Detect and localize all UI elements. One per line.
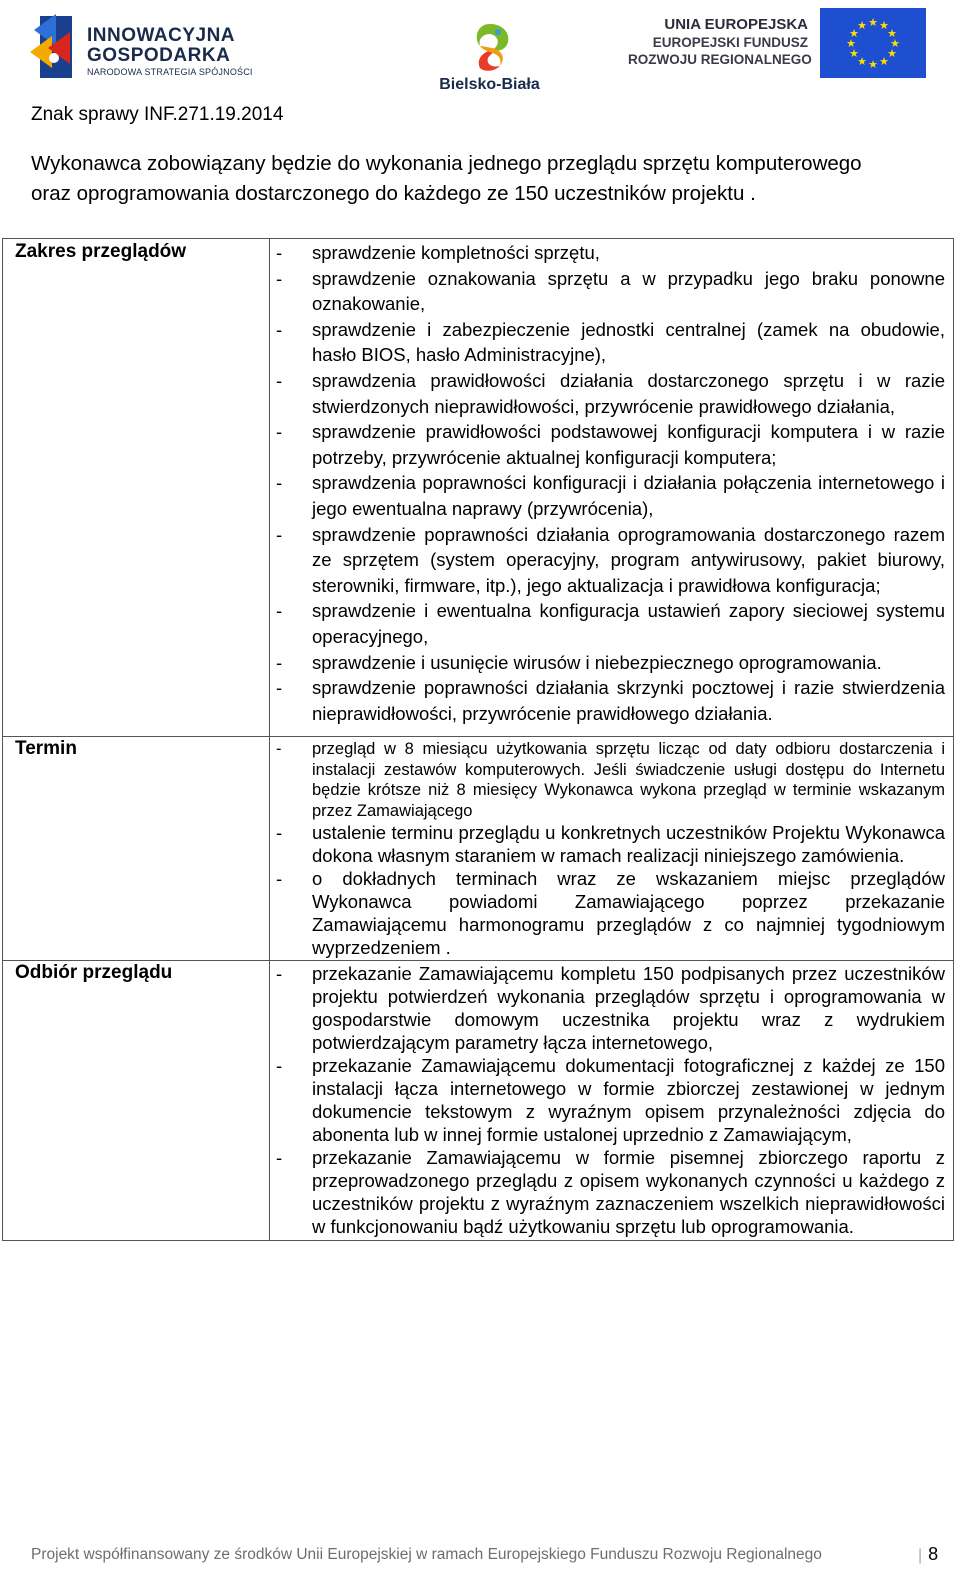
table-row <box>3 239 954 737</box>
logo-ig-line3: NARODOWA STRATEGIA SPÓJNOŚCI <box>87 67 253 77</box>
svg-text:★: ★ <box>849 27 859 40</box>
list-item: - o dokładnych terminach wraz ze wskazaniem miejsc przeglądów Wykonawca powiadomi Zamawiającego poprzez przekazanie Zamawiającemu harmonogramu przeglądów z co najmniej tygodniowym wyprzedzeniem . <box>312 867 945 959</box>
row-content-odbior <box>270 961 954 1241</box>
table-row <box>3 961 954 1241</box>
svg-text:★: ★ <box>849 47 859 60</box>
svg-text:★: ★ <box>887 27 897 40</box>
intro-line-2: oraz oprogramowania dostarczonego do każdego ze 150 uczestników projektu . <box>31 182 756 205</box>
page-separator: | <box>918 1547 923 1564</box>
list-item: - przegląd w 8 miesiącu użytkowania sprzętu licząc od daty odbioru dostarczenia i instalacji zestawów komputerowych. Jeśli świadczenie usługi dostępu do Internetu będzie krótsze niż 8 miesięcy Wykonawca wykona przegląd w terminie wskazanym przez Zamawiającego <box>312 739 945 821</box>
list-item: - sprawdzenia poprawności konfiguracji i działania połączenia internetowego i jego ewentualna naprawy (przywrócenia), <box>312 470 945 521</box>
svg-text:★: ★ <box>846 37 856 50</box>
svg-text:★: ★ <box>868 58 878 71</box>
row-label-zakres: Zakres przeglądów <box>3 239 270 737</box>
page-number-container <box>918 1544 938 1565</box>
list-item: - ustalenie terminu przeglądu u konkretnych uczestników Projektu Wykonawca dokona własnym staraniem w ramach realizacji niniejszego zamówienia. <box>312 821 945 867</box>
logo-ig-line2: GOSPODARKA <box>87 45 231 66</box>
innowacyjna-gospodarka-mark-icon <box>30 12 76 82</box>
svg-text:★: ★ <box>887 47 897 60</box>
table-row <box>3 737 954 961</box>
svg-text:★: ★ <box>857 19 867 32</box>
list-item: - przekazanie Zamawiającemu w formie pisemnej zbiorczego raportu z przeprowadzonego przeglądu z opisem wykonanych czynności u każdego z uczestników projektu z wyraźnym zaznaczeniem wszelkich nieprawidłowości w funkcjonowaniu bądź użytkowaniu sprzętu lub oprogramowania. <box>312 1146 945 1238</box>
logo-ig-line1: INNOWACYJNA <box>87 25 236 46</box>
requirements-table <box>2 238 954 1241</box>
list-item: - przekazanie Zamawiającemu dokumentacji fotograficznej z każdej ze 150 instalacji łącza internetowego w formie zbiorczej zestawionej w jednym dokumencie tekstowym z wyraźnym opisem przynależności zdjęcia do abonenta lub w innej formie ustalonej uprzednio z Zamawiającym, <box>312 1054 945 1146</box>
case-reference: Znak sprawy INF.271.19.2014 <box>31 104 284 125</box>
list-item: - sprawdzenie i zabezpieczenie jednostki centralnej (zamek na obudowie, hasło BIOS, hasło Administracyjne), <box>312 317 945 368</box>
list-item: - sprawdzenie i usunięcie wirusów i niebezpiecznego oprogramowania. <box>312 650 945 676</box>
row-content-zakres <box>270 239 954 737</box>
bielsko-biala-logo <box>432 22 547 102</box>
eu-logo-line2: EUROPEJSKI FUNDUSZ <box>652 35 808 50</box>
list-item: - sprawdzenie kompletności sprzętu, <box>312 240 945 266</box>
svg-text:★: ★ <box>868 16 878 29</box>
eu-flag-icon <box>820 8 926 78</box>
page-number: 8 <box>928 1544 939 1564</box>
list-item: - przekazanie Zamawiającemu kompletu 150 podpisanych przez uczestników projektu potwierdzeń wykonania przeglądów sprzętu i oprogramowania w gospodarstwie domowym uczestnika projektu wraz z wydrukiem potwierdzającym parametry łącza internetowego, <box>312 962 945 1054</box>
intro-paragraph <box>31 149 946 209</box>
row-label-termin: Termin <box>3 737 270 961</box>
bielsko-biala-emblem-icon <box>468 22 512 72</box>
list-item: - sprawdzenie i ewentualna konfiguracja ustawień zapory sieciowej systemu operacyjnego, <box>312 598 945 649</box>
svg-text:★: ★ <box>879 55 889 68</box>
intro-line-1: Wykonawca zobowiązany będzie do wykonania jednego przeglądu sprzętu komputerowego <box>31 152 862 175</box>
svg-text:★: ★ <box>857 55 867 68</box>
eu-logo <box>628 8 928 80</box>
row-label-odbior: Odbiór przeglądu <box>3 961 270 1241</box>
svg-text:★: ★ <box>879 19 889 32</box>
list-item: - sprawdzenie prawidłowości podstawowej konfiguracji komputera i w razie potrzeby, przywrócenie aktualnej konfiguracji komputera; <box>312 419 945 470</box>
list-item: - sprawdzenie oznakowania sprzętu a w przypadku jego braku ponowne oznakowanie, <box>312 266 945 317</box>
eu-logo-line1: UNIA EUROPEJSKA <box>664 16 808 33</box>
eu-logo-line3: ROZWOJU REGIONALNEGO <box>628 52 812 67</box>
svg-text:★: ★ <box>890 37 900 50</box>
list-item: - sprawdzenie poprawności działania skrzynki pocztowej i razie stwierdzenia nieprawidłowości, przywrócenie prawidłowego działania. <box>312 675 945 726</box>
list-item: - sprawdzenia prawidłowości działania dostarczonego sprzętu i w razie stwierdzonych nieprawidłowości, przywrócenie prawidłowego działania, <box>312 368 945 419</box>
list-item: - sprawdzenie poprawności działania oprogramowania dostarczonego razem ze sprzętem (system operacyjny, program antywirusowy, pakiet biurowy, sterowniki, firmware, itp.), jego aktualizacja i prawidłowa konfiguracja; <box>312 522 945 599</box>
innowacyjna-gospodarka-logo <box>30 12 253 84</box>
row-content-termin <box>270 737 954 961</box>
footer-text: Projekt współfinansowany ze środków Unii Europejskiej w ramach Europejskiego Funduszu Rozwoju Regionalnego <box>31 1546 822 1563</box>
bielsko-biala-name: Bielsko-Biała <box>439 76 540 93</box>
